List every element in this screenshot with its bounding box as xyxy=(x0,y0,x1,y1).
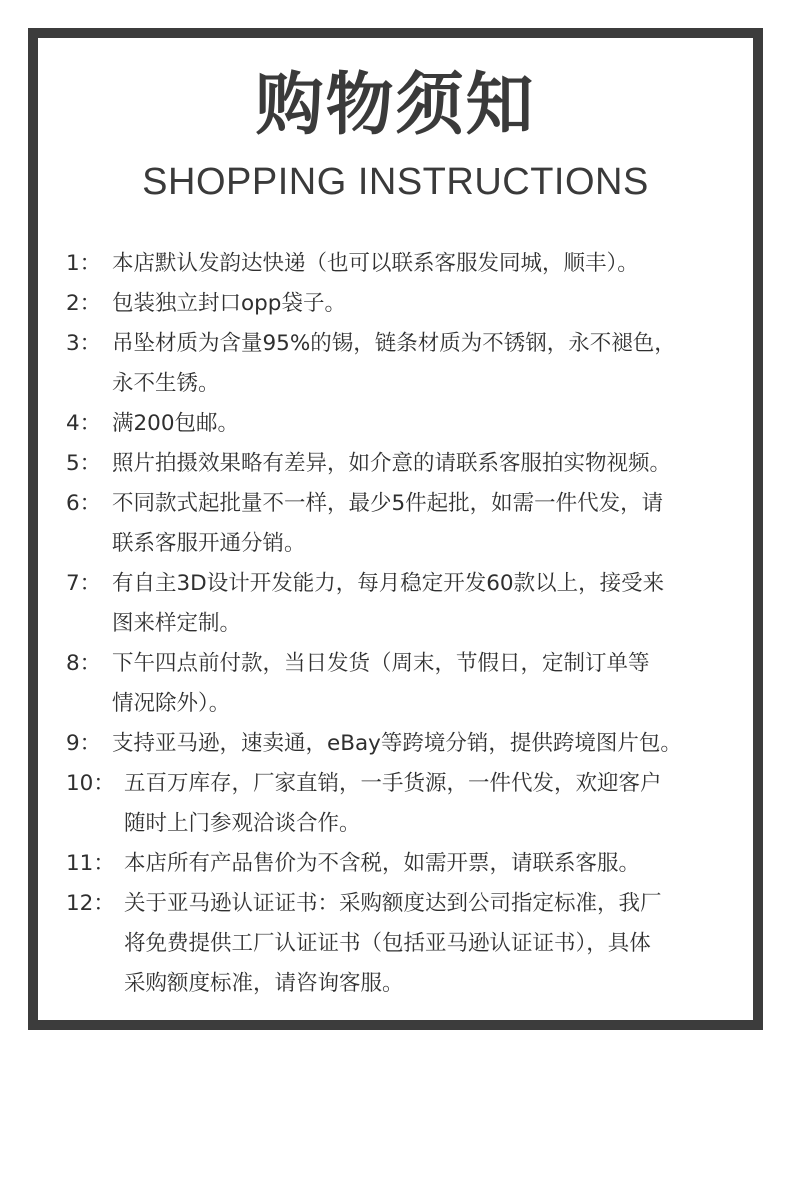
item-line: 下午四点前付款，当日发货（周末，节假日，定制订单等 xyxy=(112,651,650,676)
item-number: 8： xyxy=(66,651,102,676)
instruction-item xyxy=(66,884,736,1004)
item-text xyxy=(112,324,736,404)
instruction-item xyxy=(66,764,736,844)
item-line: 情况除外）。 xyxy=(112,691,231,716)
item-text xyxy=(112,644,736,724)
page-title: 购物须知 xyxy=(255,66,536,145)
instruction-item xyxy=(66,284,736,324)
instructions-list xyxy=(66,244,736,1004)
item-number: 4： xyxy=(66,411,102,436)
item-line: 本店默认发韵达快递（也可以联系客服发同城，顺丰）。 xyxy=(112,251,639,276)
item-text xyxy=(112,404,736,444)
item-number: 10： xyxy=(66,771,115,796)
item-line: 照片拍摄效果略有差异，如介意的请联系客服拍实物视频。 xyxy=(112,451,672,476)
item-text xyxy=(112,564,736,644)
item-line: 支持亚马逊，速卖通，eBay等跨境分销，提供跨境图片包。 xyxy=(112,731,682,756)
item-line: 不同款式起批量不一样，最少5件起批，如需一件代发，请 xyxy=(112,491,664,516)
item-text xyxy=(124,764,736,844)
item-line: 满200包邮。 xyxy=(112,411,240,436)
item-line: 永不生锈。 xyxy=(112,371,220,396)
item-number: 1： xyxy=(66,251,102,276)
item-text xyxy=(124,844,736,884)
item-line: 将免费提供工厂认证证书（包括亚马逊认证证书），具体 xyxy=(124,931,651,956)
instruction-item xyxy=(66,404,736,444)
item-line: 有自主3D设计开发能力，每月稳定开发60款以上，接受来 xyxy=(112,571,665,596)
instruction-item xyxy=(66,564,736,644)
instruction-item xyxy=(66,444,736,484)
item-number: 7： xyxy=(66,571,102,596)
item-number: 2： xyxy=(66,291,102,316)
item-text xyxy=(112,724,736,764)
instruction-item xyxy=(66,844,736,884)
instruction-item xyxy=(66,484,736,564)
item-number: 11： xyxy=(66,851,115,876)
item-line: 采购额度标准，请咨询客服。 xyxy=(124,971,404,996)
item-line: 图来样定制。 xyxy=(112,611,242,636)
item-text xyxy=(124,884,736,1004)
item-text xyxy=(112,444,736,484)
item-line: 本店所有产品售价为不含税，如需开票，请联系客服。 xyxy=(124,851,641,876)
item-text xyxy=(112,284,736,324)
item-line: 五百万库存，厂家直销，一手货源，一件代发，欢迎客户 xyxy=(124,771,662,796)
item-text xyxy=(112,244,736,284)
item-number: 12： xyxy=(66,891,115,916)
instruction-item xyxy=(66,724,736,764)
instruction-item xyxy=(66,324,736,404)
item-line: 吊坠材质为含量95%的锡，链条材质为不锈钢，永不褪色， xyxy=(112,331,676,356)
item-text xyxy=(112,484,736,564)
instruction-item xyxy=(66,244,736,284)
item-number: 9： xyxy=(66,731,102,756)
item-line: 关于亚马逊认证证书：采购额度达到公司指定标准，我厂 xyxy=(124,891,662,916)
page-subtitle: SHOPPING INSTRUCTIONS xyxy=(142,161,649,203)
item-number: 5： xyxy=(66,451,102,476)
item-number: 3： xyxy=(66,331,102,356)
instruction-item xyxy=(66,644,736,724)
item-line: 联系客服开通分销。 xyxy=(112,531,306,556)
item-number: 6： xyxy=(66,491,102,516)
item-line: 随时上门参观洽谈合作。 xyxy=(124,811,361,836)
item-line: 包装独立封口opp袋子。 xyxy=(112,291,346,316)
shopping-instructions-frame xyxy=(28,28,763,1030)
